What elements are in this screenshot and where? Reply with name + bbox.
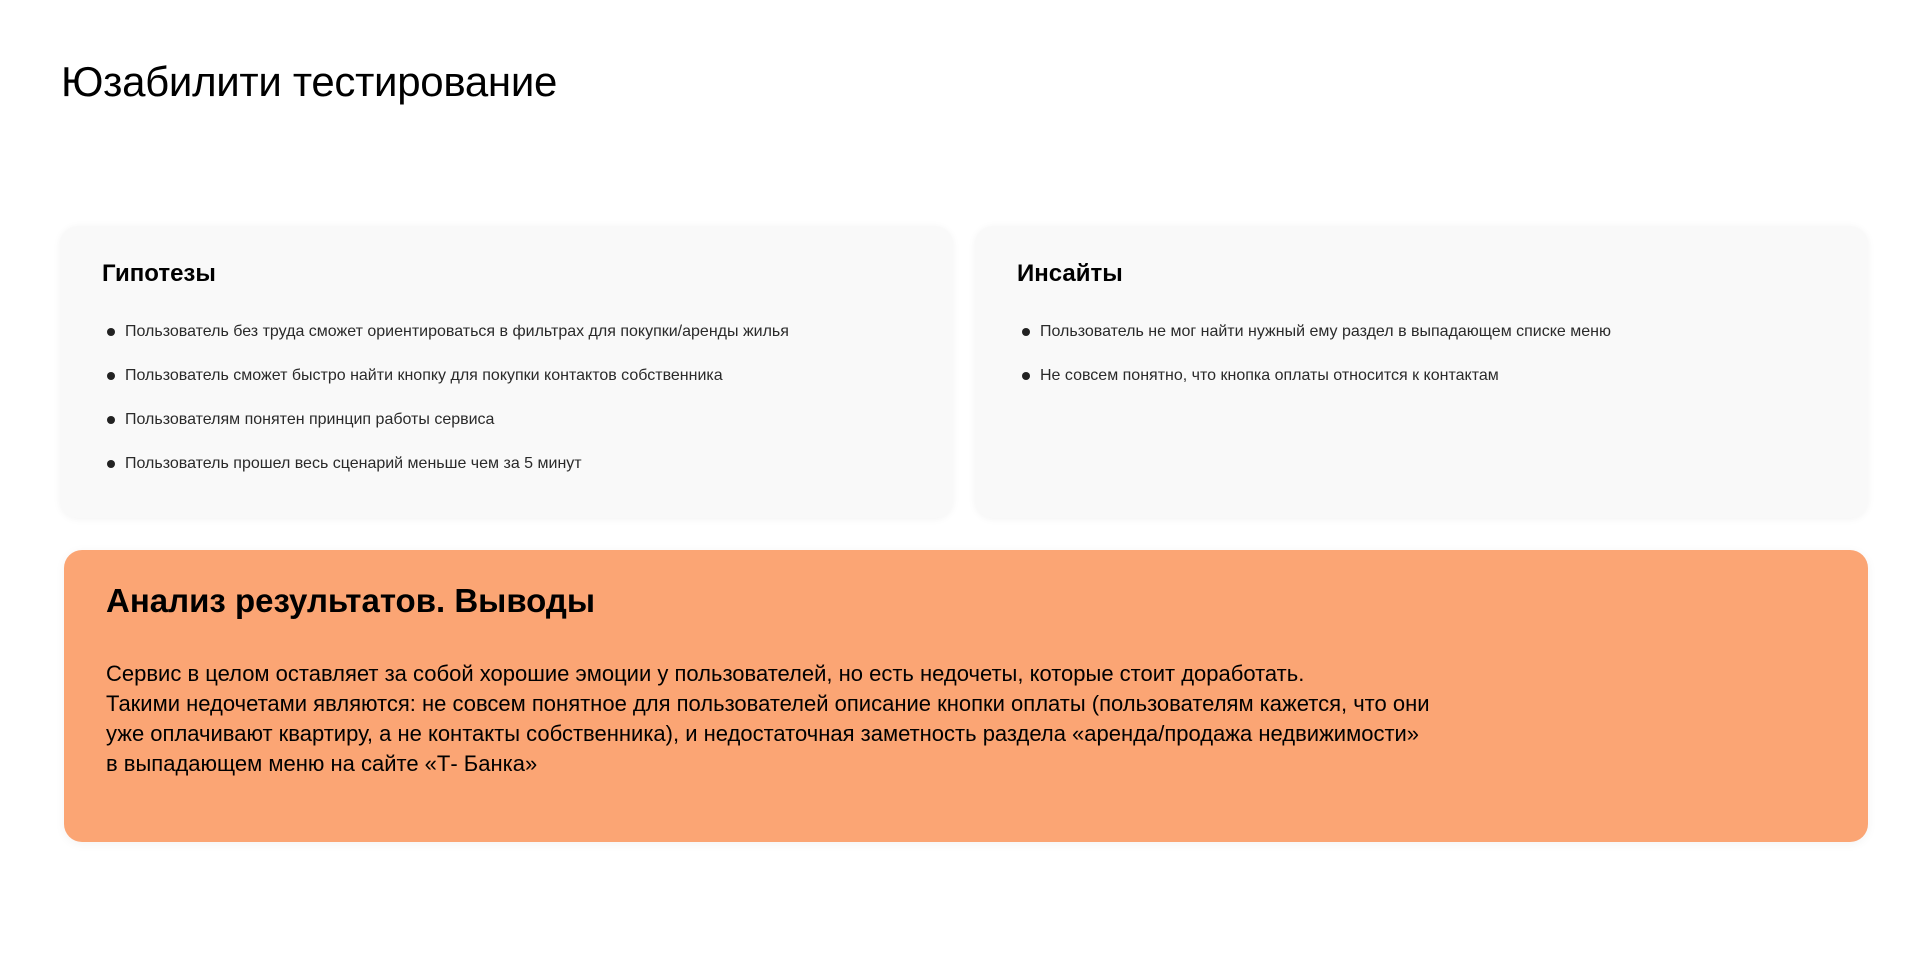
list-item [1022, 322, 1611, 366]
summary-line: Сервис в целом оставляет за собой хорошие эмоции у пользователей, но есть недочеты, которые стоит доработать. [106, 661, 1305, 686]
summary-line: Такими недочетами являются: не совсем понятное для пользователей описание кнопки оплаты (пользователям кажется, что они [106, 691, 1430, 716]
bullet-icon [107, 372, 115, 380]
summary-line: уже оплачивают квартиру, а не контакты собственника), и недостаточная заметность раздела «аренда/продажа недвижимости» [106, 721, 1420, 746]
summary-text [106, 659, 1666, 779]
bullet-icon [107, 416, 115, 424]
insights-title: Инсайты [1017, 260, 1123, 287]
bullet-icon [1022, 328, 1030, 336]
hypotheses-title: Гипотезы [102, 260, 216, 287]
list-item [107, 454, 789, 498]
list-item [107, 366, 789, 410]
insights-card [975, 226, 1868, 518]
insights-list [1022, 322, 1611, 410]
list-item-text: Не совсем понятно, что кнопка оплаты относится к контактам [1040, 367, 1499, 384]
list-item-text: Пользователь прошел весь сценарий меньше чем за 5 минут [125, 455, 582, 472]
list-item [107, 322, 789, 366]
summary-line: в выпадающем меню на сайте «Т- Банка» [106, 751, 538, 776]
bullet-icon [107, 460, 115, 468]
summary-card [64, 550, 1868, 842]
hypotheses-list [107, 322, 789, 498]
list-item-text: Пользователь без труда сможет ориентироваться в фильтрах для покупки/аренды жилья [125, 323, 789, 340]
page-title: Юзабилити тестирование [61, 58, 558, 105]
hypotheses-card [60, 226, 953, 518]
summary-title: Анализ результатов. Выводы [106, 582, 596, 619]
bullet-icon [107, 328, 115, 336]
list-item-text: Пользователь сможет быстро найти кнопку для покупки контактов собственника [125, 367, 723, 384]
list-item-text: Пользователь не мог найти нужный ему раздел в выпадающем списке меню [1040, 323, 1611, 340]
list-item [107, 410, 789, 454]
list-item [1022, 366, 1611, 410]
list-item-text: Пользователям понятен принцип работы сервиса [125, 411, 495, 428]
bullet-icon [1022, 372, 1030, 380]
